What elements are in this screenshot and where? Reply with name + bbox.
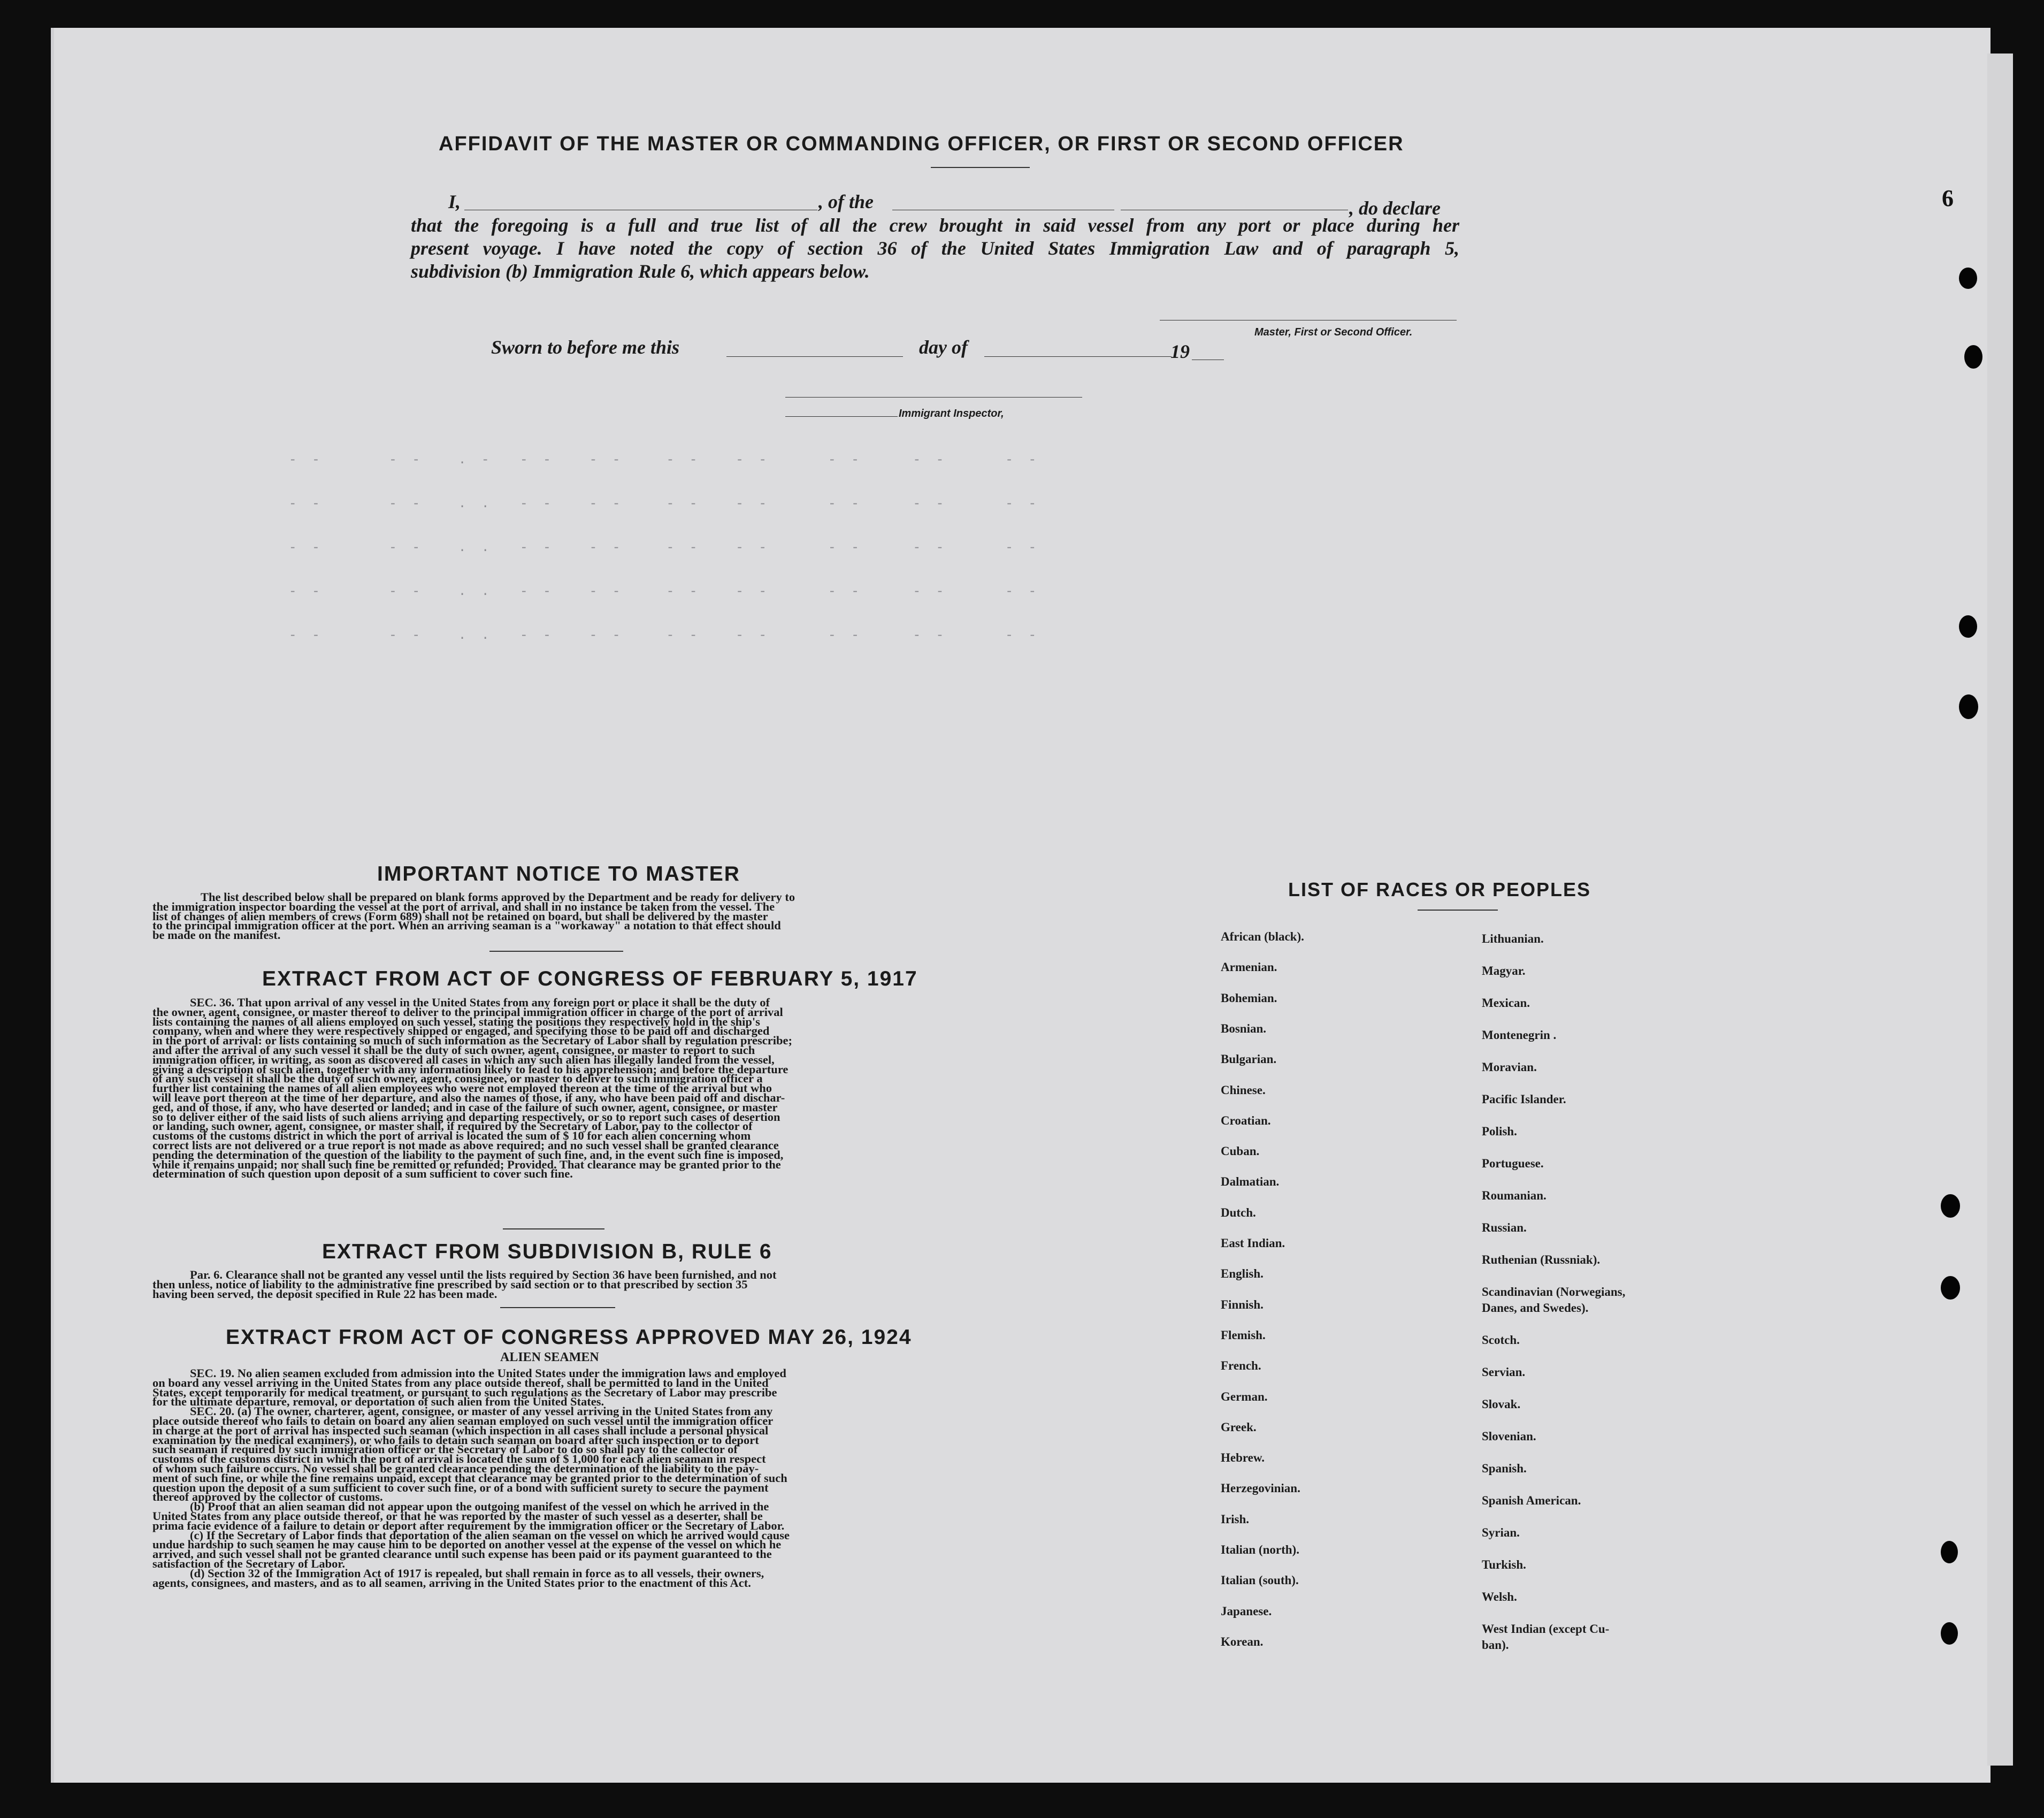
punch-hole bbox=[1959, 615, 1977, 638]
bleed-through-marks: - - - - . - - - - - - - - - - - - - - - - - - - . . - - - - - - - - - - - - - - - - - - . . - - - - - - - - - - - - - - - - - - . . - - - - - - - - - - - - - - - - - - . . - - - - - - - - - - - - - - bbox=[289, 453, 1037, 643]
page-edge bbox=[1987, 54, 2013, 1766]
affidavit-line-2: present voyage. I have noted the copy of section 36 of the United States Immigration Law and of paragraph 5, bbox=[411, 238, 1459, 259]
race-item: Danes, and Swedes). bbox=[1482, 1301, 1589, 1315]
notice-line: be made on the manifest. bbox=[152, 928, 281, 942]
extract1924-line: (d) Section 32 of the Immigration Act of 1917 is repealed, but shall remain in force as to all vessels, their owners, bbox=[190, 1566, 764, 1580]
extract1917-line: will leave port thereon at the time of her departure, and also the names of those, if any, who have been paid off and dischar- bbox=[152, 1090, 785, 1104]
extract-1917-title: EXTRACT FROM ACT OF CONGRESS OF FEBRUARY 5, 1917 bbox=[262, 967, 918, 990]
extract1924-line: of whom such failure occurs. No vessel shall be granted clearance pending the determination of the liability to the pay- bbox=[152, 1461, 759, 1475]
race-item: Italian (north). bbox=[1221, 1543, 1299, 1556]
extract1924-line: ment of such fine, or while the fine remains unpaid, except that clearance may be granted prior to the determination of such bbox=[152, 1471, 787, 1485]
extract1917-line: pending the determination of the question of the liability to the payment of such fine, and, in the event such fine is imposed, bbox=[152, 1148, 784, 1162]
extract1917-line: company, when and where they were respectively shipped or engaged, and specifying those to be paid off and discharged bbox=[152, 1024, 770, 1038]
race-item: Herzegovinian. bbox=[1221, 1481, 1300, 1495]
race-item: Mexican. bbox=[1482, 996, 1530, 1010]
race-item: Dutch. bbox=[1221, 1205, 1256, 1219]
rule6-underline bbox=[500, 1307, 615, 1308]
extract1924-line: United States from any place outside thereof, or that he was reported by the master of such vessel as a deserter, shall be bbox=[152, 1509, 763, 1523]
race-item: Irish. bbox=[1221, 1512, 1250, 1526]
notice-body bbox=[152, 892, 963, 940]
race-item: Italian (south). bbox=[1221, 1573, 1299, 1587]
sworn-day-line bbox=[726, 356, 903, 357]
extract1924-line: in charge at the port of arrival has inspected such seaman (which inspection in all cases shall include a personal physical bbox=[152, 1423, 769, 1437]
race-item: Servian. bbox=[1482, 1365, 1526, 1379]
extract-1924-title: EXTRACT FROM ACT OF CONGRESS APPROVED MAY 26, 1924 bbox=[226, 1326, 912, 1349]
extract1924-line: customs of the customs district in which the port of arrival is located the sum of $ 1,000 for each alien seaman in respect bbox=[152, 1452, 766, 1466]
notice-title: IMPORTANT NOTICE TO MASTER bbox=[377, 862, 740, 885]
race-item: Syrian. bbox=[1482, 1526, 1520, 1539]
day-of-label: day of bbox=[919, 337, 968, 358]
extract1917-line: giving a description of such alien, together with any information likely to lead to his apprehension; and before the departure bbox=[152, 1062, 788, 1076]
race-item: Slovak. bbox=[1482, 1397, 1521, 1411]
affidavit-title: AFFIDAVIT OF THE MASTER OR COMMANDING OFFICER, OR FIRST OR SECOND OFFICER bbox=[439, 133, 1404, 155]
extract1917-line: in the port of arrival: or lists containing so much of such information as the Secretary of Labor shall by regulation prescribe; bbox=[152, 1034, 793, 1048]
notice-line: to the principal immigration officer at the port. When an arriving seaman is a "workaway" a notation to that effect should bbox=[152, 919, 781, 933]
race-item: Greek. bbox=[1221, 1420, 1257, 1434]
extract1917-line: while it remains unpaid; nor shall such fine be remitted or refunded; Provided. That clearance may be granted prior to the bbox=[152, 1157, 781, 1171]
extract-1924-subtitle: ALIEN SEAMEN bbox=[500, 1350, 599, 1364]
affidavit-of-the: , of the bbox=[818, 191, 874, 212]
race-item: Russian. bbox=[1482, 1221, 1527, 1234]
race-item: Welsh. bbox=[1482, 1590, 1517, 1603]
extract1924-line: thereof approved by the collector of customs. bbox=[152, 1490, 383, 1504]
race-item: Bulgarian. bbox=[1221, 1052, 1277, 1066]
race-item: Korean. bbox=[1221, 1634, 1264, 1648]
race-item: Finnish. bbox=[1221, 1297, 1264, 1311]
race-item: Cuban. bbox=[1221, 1144, 1260, 1158]
race-item: Chinese. bbox=[1221, 1083, 1266, 1097]
race-item: Turkish. bbox=[1482, 1558, 1526, 1571]
extract1917-line: customs of the customs district in which the port of arrival is located the sum of $ 10 for each alien concerning whom bbox=[152, 1129, 751, 1143]
notice-line: The list described below shall be prepared on blank forms approved by the Department and be ready for delivery to bbox=[201, 890, 795, 904]
race-item: African (black). bbox=[1221, 930, 1304, 943]
sworn-label: Sworn to before me this bbox=[491, 337, 680, 358]
title-underline bbox=[931, 167, 1030, 168]
extract1917-line: SEC. 36. That upon arrival of any vessel in the United States from any foreign port or place it shall be the duty of bbox=[190, 996, 770, 1009]
affidavit-i: I, bbox=[448, 191, 461, 212]
notice-line: list of changes of alien members of crews (Form 689) shall not be retained on board, but shall be delivered by the master bbox=[152, 909, 768, 923]
extract-1924-body bbox=[152, 1366, 963, 1590]
rule6-line: having been served, the deposit specified in Rule 22 has been made. bbox=[152, 1287, 497, 1301]
year-label: 19 bbox=[1170, 341, 1190, 362]
punch-hole bbox=[1959, 694, 1978, 719]
race-item: ban). bbox=[1482, 1638, 1509, 1652]
race-item: English. bbox=[1221, 1267, 1264, 1281]
race-item: Lithuanian. bbox=[1482, 932, 1544, 945]
notice-line: the immigration inspector boarding the vessel at the port of arrival, and shall in no instance be taken from the vessel. The bbox=[152, 899, 775, 913]
race-item: Scotch. bbox=[1482, 1333, 1520, 1347]
extract1917-line: ged, and of those, if any, who have deserted or landed; and in case of the failure of such owner, agent, consignee, or master bbox=[152, 1100, 778, 1114]
extract1917-line: lists containing the names of all aliens employed on such vessel, stating the positions they respectively hold in the ship's bbox=[152, 1014, 760, 1028]
punch-hole bbox=[1941, 1622, 1958, 1645]
race-item: Bosnian. bbox=[1221, 1021, 1267, 1035]
extract1924-line: States, except temporarily for medical treatment, or pursuant to such regulations as the Secretary of Labor may prescribe bbox=[152, 1385, 777, 1399]
margin-mark: 6 bbox=[1942, 185, 1954, 211]
rule6-body bbox=[152, 1268, 963, 1301]
races-underline bbox=[1418, 910, 1498, 911]
extract1924-line: SEC. 20. (a) The owner, charterer, agent, consignee, or master of any vessel arriving in the United States from any bbox=[190, 1404, 773, 1418]
inspector-label: Immigrant Inspector, bbox=[899, 408, 1004, 419]
extract1924-line: such seaman if required by such immigration officer or the Secretary of Labor to do so shall pay to the collector of bbox=[152, 1442, 738, 1456]
inspector-line-2 bbox=[785, 416, 898, 417]
race-item: Montenegrin . bbox=[1482, 1028, 1557, 1042]
race-item: Pacific Islander. bbox=[1482, 1093, 1566, 1106]
punch-hole bbox=[1959, 268, 1977, 289]
race-item: West Indian (except Cu- bbox=[1482, 1622, 1610, 1636]
races-title: LIST OF RACES OR PEOPLES bbox=[1288, 879, 1591, 900]
extract1924-line: undue hardship to such seamen he may cause him to be deported on another vessel at the expense of the vessel on which he bbox=[152, 1538, 782, 1552]
extract1917-line: and after the arrival of any such vessel it shall be the duty of such owner, agent, consignee, or master to report to such bbox=[152, 1043, 755, 1057]
extract1924-line: on board any vessel arriving in the United States from any place outside thereof, shall be permitted to land in the United bbox=[152, 1376, 769, 1389]
race-item: German. bbox=[1221, 1389, 1268, 1403]
affidavit-do-declare: , do declare bbox=[1349, 197, 1441, 219]
race-item: Portuguese. bbox=[1482, 1157, 1544, 1170]
race-item: Magyar. bbox=[1482, 964, 1526, 977]
race-item: Moravian. bbox=[1482, 1060, 1537, 1074]
extract1917-line: further list containing the names of all alien employees who were not employed thereon at the time of the arrival but who bbox=[152, 1081, 772, 1095]
rule6-title: EXTRACT FROM SUBDIVISION B, RULE 6 bbox=[322, 1240, 772, 1263]
extract1917-line: so to deliver either of the said lists of such aliens arriving and departing respectively, or so to report such cases of desertion bbox=[152, 1110, 780, 1124]
extract1924-line: for the ultimate departure, removal, or deportation of such alien from the United States. bbox=[152, 1395, 604, 1409]
extract1917-line: correct lists are not delivered or a true report is not made as above required; and no such vessel shall be granted clearance bbox=[152, 1138, 779, 1152]
race-item: Spanish American. bbox=[1482, 1494, 1581, 1507]
race-item: Ruthenian (Russniak). bbox=[1482, 1253, 1601, 1266]
extract1924-line: agents, consignees, and masters, and as to all seamen, arriving in the United States prior to the enactment of this Act. bbox=[152, 1576, 751, 1590]
extract1924-line: (b) Proof that an alien seaman did not appear upon the outgoing manifest of the vessel on which he arrived in the bbox=[190, 1500, 769, 1514]
month-line bbox=[984, 356, 1172, 357]
extract1924-line: place outside thereof who fails to detain on board any alien seaman employed on such vessel until the immigration officer bbox=[152, 1414, 774, 1427]
inspector-line-1 bbox=[785, 397, 1082, 398]
extract1924-line: satisfaction of the Secretary of Labor. bbox=[152, 1556, 345, 1570]
extract1924-line: SEC. 19. No alien seamen excluded from admission into the United States under the immigration laws and employed bbox=[190, 1366, 786, 1380]
extract1917-line: determination of such question upon deposit of a sum sufficient to cover such fine. bbox=[152, 1167, 573, 1181]
race-item: Dalmatian. bbox=[1221, 1175, 1280, 1189]
race-item: Slovenian. bbox=[1482, 1430, 1536, 1443]
race-item: Flemish. bbox=[1221, 1328, 1266, 1342]
race-item: Japanese. bbox=[1221, 1604, 1272, 1618]
race-item: Croatian. bbox=[1221, 1113, 1271, 1127]
punch-hole bbox=[1964, 345, 1982, 369]
extract1924-line: (c) If the Secretary of Labor finds that deportation of the alien seaman on the vessel on which he arrived would cause bbox=[190, 1528, 790, 1542]
affidavit-line-1: that the foregoing is a full and true list of all the crew brought in said vessel from any port or place during her bbox=[411, 215, 1459, 236]
affidavit-line-3: subdivision (b) Immigration Rule 6, which appears below. bbox=[411, 261, 870, 282]
extract1917-line: or landing, such owner, agent, consignee, or master shall, if required by the Secretary of Labor, pay to the collector of bbox=[152, 1119, 753, 1133]
race-item: French. bbox=[1221, 1359, 1261, 1373]
extract-1917-underline bbox=[503, 1228, 604, 1229]
punch-hole bbox=[1941, 1194, 1960, 1218]
extract1917-line: the owner, agent, consignee, or master thereof to deliver to the principal immigration officer in charge of the port of arrival bbox=[152, 1005, 783, 1019]
race-item: Spanish. bbox=[1482, 1462, 1527, 1475]
punch-hole bbox=[1941, 1541, 1958, 1563]
extract-1917-body bbox=[152, 998, 963, 1179]
extract1924-line: examination by the medical examiners), or who fails to detain such seaman on board after such inspection or to deport bbox=[152, 1433, 759, 1447]
extract1924-line: arrived, and such vessel shall not be granted clearance until such expense has been paid or its payment guaranteed to the bbox=[152, 1547, 772, 1561]
race-item: Hebrew. bbox=[1221, 1451, 1265, 1465]
race-item: Scandinavian (Norwegians, bbox=[1482, 1285, 1626, 1298]
master-signature-label: Master, First or Second Officer. bbox=[1254, 326, 1413, 338]
extract1917-line: immigration officer, in writing, as soon as discovered all cases in which any such alien has illegally landed from the vessel, bbox=[152, 1052, 775, 1066]
rule6-line: then unless, notice of liability to the administrative fine prescribed by said section or to that prescribed by section 35 bbox=[152, 1277, 748, 1291]
punch-hole bbox=[1941, 1276, 1960, 1300]
race-item: Roumanian. bbox=[1482, 1189, 1547, 1202]
race-item: Armenian. bbox=[1221, 960, 1277, 974]
notice-underline bbox=[489, 951, 623, 952]
race-item: East Indian. bbox=[1221, 1236, 1285, 1250]
rule6-line: Par. 6. Clearance shall not be granted any vessel until the lists required by Section 36 have been furnished, and not bbox=[190, 1268, 777, 1281]
race-item: Bohemian. bbox=[1221, 991, 1277, 1005]
extract1917-line: of any such vessel it shall be the duty of such owner, agent, consignee, or master to deliver to such immigration officer a bbox=[152, 1072, 763, 1086]
race-item: Polish. bbox=[1482, 1125, 1517, 1138]
extract1924-line: question upon the deposit of a sum sufficient to cover such fine, or of a bond with sufficient surety to secure the payment bbox=[152, 1480, 769, 1494]
extract1924-line: prima facie evidence of a failure to detain or deport after requirement by the immigration officer or the Secretary of Labor. bbox=[152, 1518, 785, 1532]
